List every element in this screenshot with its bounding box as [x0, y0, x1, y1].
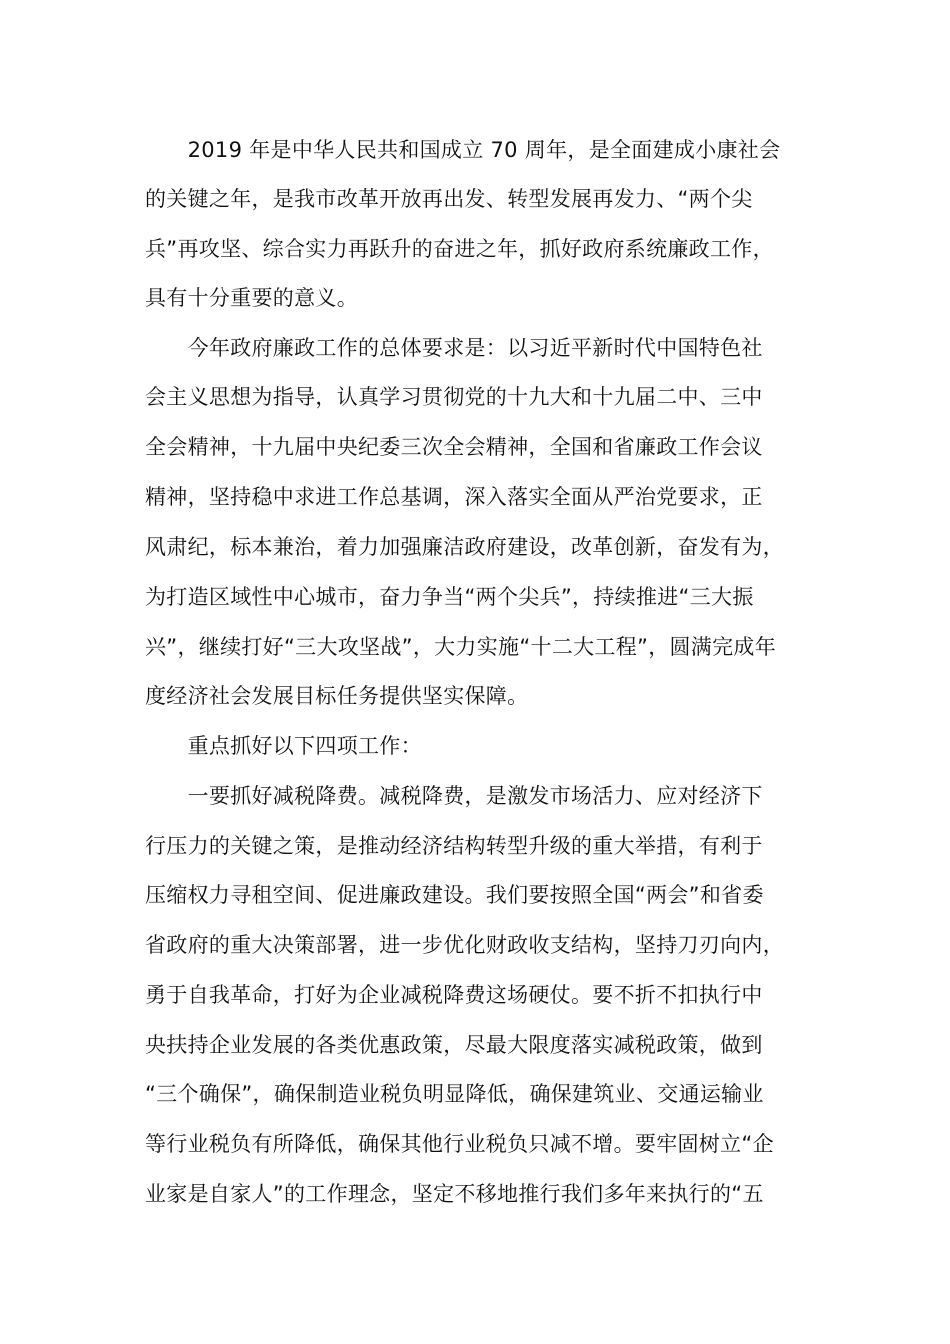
- text-line-6: 会主义思想为指导，认真学习贯彻党的十九大和十九届二中、三中: [145, 385, 763, 409]
- text-line-21: 等行业税负有所降低，确保其他行业税负只减不增。要牢固树立“企: [145, 1132, 774, 1156]
- text-line-19: 央扶持企业发展的各类优惠政策，尽最大限度落实减税政策，做到: [145, 1033, 763, 1057]
- text-line-9: 风肃纪，标本兼治，着力加强廉洁政府建设，改革创新，奋发有为，: [145, 535, 784, 559]
- text-line-12: 度经济社会发展目标任务提供坚实保障。: [145, 684, 529, 708]
- text-line-14: 一要抓好减税降费。减税降费，是激发市场活力、应对经济下: [145, 784, 763, 808]
- text-line-4: 具有十分重要的意义。: [145, 286, 358, 310]
- text-line-22: 业家是自家人”的工作理念，坚定不移地推行我们多年来执行的“五: [145, 1182, 764, 1206]
- text-line-17: 省政府的重大决策部署，进一步优化财政收支结构，坚持刀刃向内，: [145, 933, 784, 957]
- text-line-18: 勇于自我革命，打好为企业减税降费这场硬仗。要不折不扣执行中: [145, 983, 763, 1007]
- text-line-11: 兴”，继续打好“三大攻坚战”，大力实施“十二大工程”，圆满完成年: [145, 635, 776, 659]
- text-line-16: 压缩权力寻租空间、促进廉政建设。我们要按照全国“两会”和省委: [145, 883, 764, 907]
- text-line-1: 2019 年是中华人民共和国成立 70 周年，是全面建成小康社会: [145, 138, 781, 162]
- text-line-3: 兵”再攻坚、综合实力再跃升的奋进之年，抓好政府系统廉政工作，: [145, 237, 774, 261]
- text-line-20: “三个确保”，确保制造业税负明显降低，确保建筑业、交通运输业: [145, 1082, 764, 1106]
- text-line-5: 今年政府廉政工作的总体要求是：以习近平新时代中国特色社: [145, 336, 763, 360]
- text-line-10: 为打造区域性中心城市，奋力争当“两个尖兵”，持续推进“三大振: [145, 585, 754, 609]
- text-line-7: 全会精神，十九届中央纪委三次全会精神，全国和省廉政工作会议: [145, 435, 763, 459]
- text-line-15: 行压力的关键之策，是推动经济结构转型升级的重大举措，有利于: [145, 834, 763, 858]
- text-line-13: 重点抓好以下四项工作：: [145, 734, 422, 758]
- text-line-2: 的关键之年，是我市改革开放再出发、转型发展再发力、“两个尖: [145, 187, 753, 211]
- text-line-8: 精神，坚持稳中求进工作总基调，深入落实全面从严治党要求，正: [145, 485, 763, 509]
